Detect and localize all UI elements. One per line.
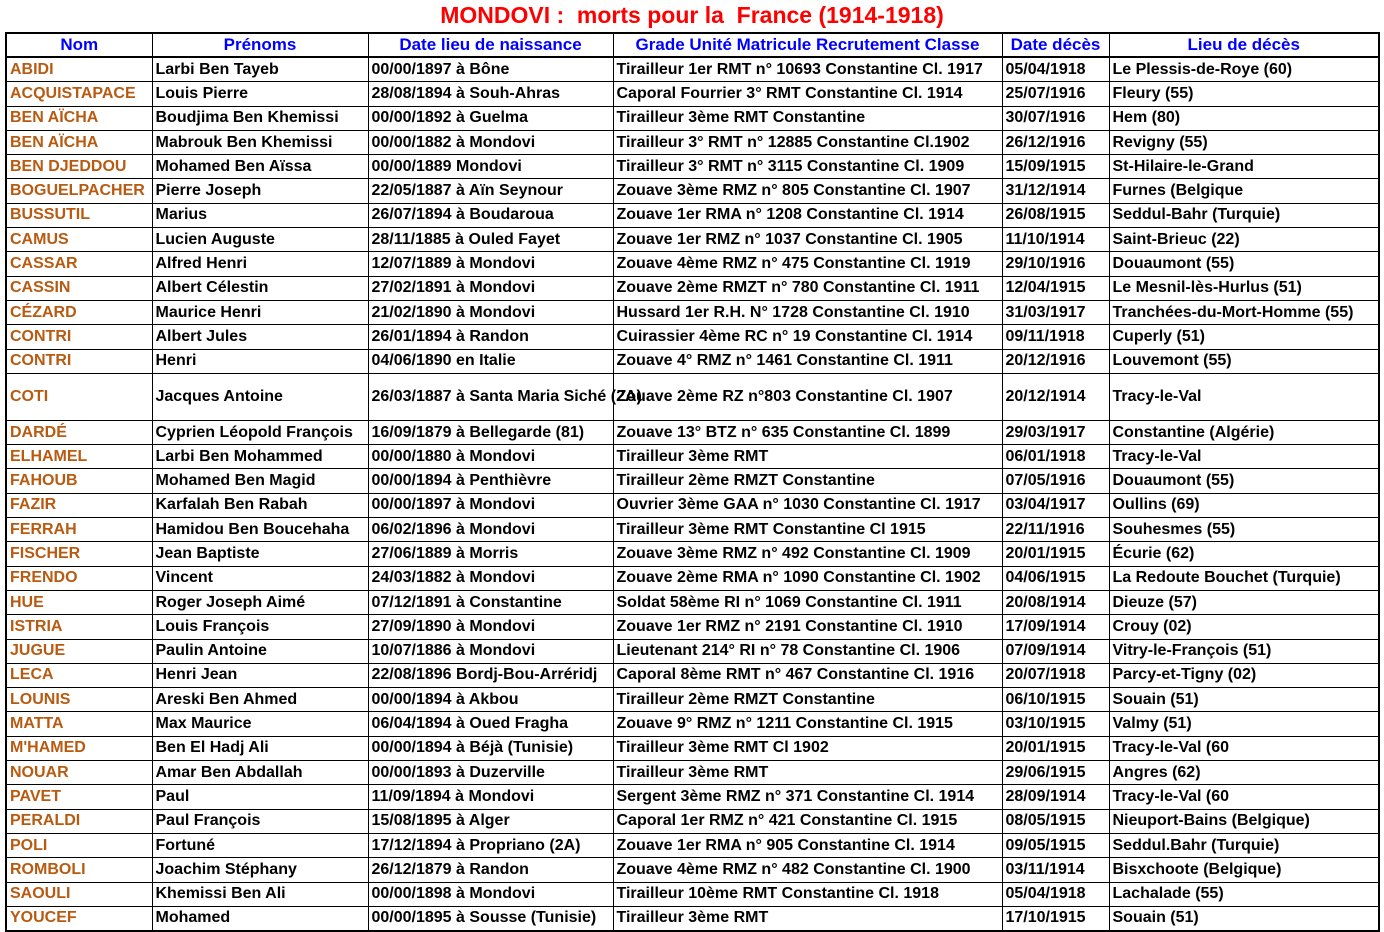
cell-nom: FAHOUB [6, 469, 152, 493]
cell-lieu-deces: Cuperly (51) [1109, 325, 1379, 349]
cell-prenoms: Henri Jean [152, 663, 368, 687]
cell-naissance: 28/08/1894 à Souh-Ahras [368, 82, 613, 106]
cell-nom: ACQUISTAPACE [6, 82, 152, 106]
cell-lieu-deces: Tracy-le-Val [1109, 445, 1379, 469]
cell-date-deces: 05/04/1918 [1002, 882, 1109, 906]
cell-grade: Tirailleur 3ème RMT Constantine [613, 106, 1002, 130]
table-row [6, 590, 1379, 614]
cell-grade: Tirailleur 1er RMT n° 10693 Constantine Cl. 1917 [613, 57, 1002, 82]
cell-lieu-deces: Le Mesnil-lès-Hurlus (51) [1109, 276, 1379, 300]
cell-nom: CAMUS [6, 228, 152, 252]
cell-prenoms: Ben El Hadj Ali [152, 736, 368, 760]
table-row [6, 736, 1379, 760]
cell-naissance: 27/02/1891 à Mondovi [368, 276, 613, 300]
cell-prenoms: Alfred Henri [152, 252, 368, 276]
cell-prenoms: Louis Pierre [152, 82, 368, 106]
cell-date-deces: 28/09/1914 [1002, 785, 1109, 809]
cell-nom: MATTA [6, 712, 152, 736]
cell-date-deces: 15/09/1915 [1002, 155, 1109, 179]
cell-lieu-deces: Parcy-et-Tigny (02) [1109, 663, 1379, 687]
cell-date-deces: 07/05/1916 [1002, 469, 1109, 493]
cell-prenoms: Louis François [152, 615, 368, 639]
cell-naissance: 00/00/1892 à Guelma [368, 106, 613, 130]
cell-lieu-deces: Tracy-le-Val [1109, 373, 1379, 420]
cell-nom: ABIDI [6, 57, 152, 82]
cell-prenoms: Amar Ben Abdallah [152, 761, 368, 785]
cell-date-deces: 17/10/1915 [1002, 906, 1109, 931]
cell-grade: Lieutenant 214° RI n° 78 Constantine Cl. 1906 [613, 639, 1002, 663]
table-row [6, 228, 1379, 252]
cell-date-deces: 09/05/1915 [1002, 833, 1109, 857]
cell-prenoms: Paulin Antoine [152, 639, 368, 663]
cell-lieu-deces: Tranchées-du-Mort-Homme (55) [1109, 300, 1379, 324]
cell-grade: Tirailleur 3ème RMT [613, 906, 1002, 931]
cell-nom: CONTRI [6, 349, 152, 373]
cell-date-deces: 20/01/1915 [1002, 542, 1109, 566]
cell-naissance: 04/06/1890 en Italie [368, 349, 613, 373]
cell-lieu-deces: Louvemont (55) [1109, 349, 1379, 373]
cell-nom: BEN DJEDDOU [6, 155, 152, 179]
cell-lieu-deces: Valmy (51) [1109, 712, 1379, 736]
cell-prenoms: Max Maurice [152, 712, 368, 736]
cell-lieu-deces: Souain (51) [1109, 906, 1379, 931]
cell-naissance: 00/00/1894 à Penthièvre [368, 469, 613, 493]
table-row [6, 252, 1379, 276]
cell-prenoms: Marius [152, 203, 368, 227]
header-date-deces: Date décès [1002, 33, 1109, 57]
table-row [6, 882, 1379, 906]
cell-date-deces: 08/05/1915 [1002, 809, 1109, 833]
header-naissance: Date lieu de naissance [368, 33, 613, 57]
cell-grade: Zouave 3ème RMZ n° 492 Constantine Cl. 1909 [613, 542, 1002, 566]
cell-grade: Ouvrier 3ème GAA n° 1030 Constantine Cl. 1917 [613, 493, 1002, 517]
cell-date-deces: 17/09/1914 [1002, 615, 1109, 639]
cell-date-deces: 31/12/1914 [1002, 179, 1109, 203]
cell-grade: Tirailleur 3ème RMT Cl 1902 [613, 736, 1002, 760]
cell-prenoms: Mohamed Ben Aïssa [152, 155, 368, 179]
cell-nom: FISCHER [6, 542, 152, 566]
cell-grade: Tirailleur 2ème RMZT Constantine [613, 688, 1002, 712]
cell-nom: LOUNIS [6, 688, 152, 712]
cell-date-deces: 04/06/1915 [1002, 566, 1109, 590]
cell-lieu-deces: Douaumont (55) [1109, 469, 1379, 493]
cell-nom: PAVET [6, 785, 152, 809]
cell-nom: BEN AÏCHA [6, 106, 152, 130]
cell-grade: Zouave 2ème RZ n°803 Constantine Cl. 1907 [613, 373, 1002, 420]
cell-date-deces: 20/12/1916 [1002, 349, 1109, 373]
table-row [6, 155, 1379, 179]
cell-grade: Caporal 1er RMZ n° 421 Constantine Cl. 1915 [613, 809, 1002, 833]
cell-grade: Zouave 2ème RMA n° 1090 Constantine Cl. 1902 [613, 566, 1002, 590]
cell-naissance: 06/02/1896 à Mondovi [368, 518, 613, 542]
table-row [6, 833, 1379, 857]
cell-grade: Zouave 4° RMZ n° 1461 Constantine Cl. 1911 [613, 349, 1002, 373]
cell-prenoms: Paul François [152, 809, 368, 833]
cell-nom: COTI [6, 373, 152, 420]
cell-nom: DARDÉ [6, 420, 152, 444]
cell-nom: HUE [6, 590, 152, 614]
cell-prenoms: Joachim Stéphany [152, 858, 368, 882]
cell-date-deces: 03/11/1914 [1002, 858, 1109, 882]
cell-date-deces: 20/01/1915 [1002, 736, 1109, 760]
cell-naissance: 16/09/1879 à Bellegarde (81) [368, 420, 613, 444]
cell-nom: NOUAR [6, 761, 152, 785]
cell-grade: Zouave 4ème RMZ n° 482 Constantine Cl. 1900 [613, 858, 1002, 882]
cell-lieu-deces: Saint-Brieuc (22) [1109, 228, 1379, 252]
cell-naissance: 12/07/1889 à Mondovi [368, 252, 613, 276]
cell-prenoms: Mohamed Ben Magid [152, 469, 368, 493]
table-row [6, 445, 1379, 469]
table-row [6, 130, 1379, 154]
table-row [6, 761, 1379, 785]
cell-grade: Zouave 4ème RMZ n° 475 Constantine Cl. 1919 [613, 252, 1002, 276]
cell-nom: ROMBOLI [6, 858, 152, 882]
cell-nom: BOGUELPACHER [6, 179, 152, 203]
cell-grade: Cuirassier 4ème RC n° 19 Constantine Cl. 1914 [613, 325, 1002, 349]
cell-nom: PERALDI [6, 809, 152, 833]
cell-lieu-deces: Souhesmes (55) [1109, 518, 1379, 542]
cell-lieu-deces: Seddul-Bahr (Turquie) [1109, 203, 1379, 227]
cell-grade: Tirailleur 2ème RMZT Constantine [613, 469, 1002, 493]
cell-grade: Zouave 1er RMZ n° 1037 Constantine Cl. 1905 [613, 228, 1002, 252]
table-row [6, 276, 1379, 300]
cell-prenoms: Albert Jules [152, 325, 368, 349]
cell-nom: YOUCEF [6, 906, 152, 931]
cell-grade: Tirailleur 10ème RMT Constantine Cl. 1918 [613, 882, 1002, 906]
cell-grade: Tirailleur 3ème RMT [613, 761, 1002, 785]
cell-naissance: 22/08/1896 Bordj-Bou-Arréridj [368, 663, 613, 687]
cell-date-deces: 03/04/1917 [1002, 493, 1109, 517]
cell-prenoms: Larbi Ben Tayeb [152, 57, 368, 82]
cell-lieu-deces: Furnes (Belgique [1109, 179, 1379, 203]
cell-date-deces: 05/04/1918 [1002, 57, 1109, 82]
cell-naissance: 27/09/1890 à Mondovi [368, 615, 613, 639]
cell-nom: ELHAMEL [6, 445, 152, 469]
cell-date-deces: 11/10/1914 [1002, 228, 1109, 252]
cell-grade: Tirailleur 3° RMT n° 3115 Constantine Cl. 1909 [613, 155, 1002, 179]
cell-date-deces: 20/08/1914 [1002, 590, 1109, 614]
cell-lieu-deces: Dieuze (57) [1109, 590, 1379, 614]
cell-prenoms: Mohamed [152, 906, 368, 931]
cell-lieu-deces: Tracy-le-Val (60 [1109, 785, 1379, 809]
table-row [6, 639, 1379, 663]
cell-nom: BUSSUTIL [6, 203, 152, 227]
cell-prenoms: Cyprien Léopold François [152, 420, 368, 444]
cell-date-deces: 29/10/1916 [1002, 252, 1109, 276]
table-row [6, 712, 1379, 736]
cell-lieu-deces: Vitry-le-François (51) [1109, 639, 1379, 663]
cell-lieu-deces: Le Plessis-de-Roye (60) [1109, 57, 1379, 82]
cell-prenoms: Vincent [152, 566, 368, 590]
cell-date-deces: 20/07/1918 [1002, 663, 1109, 687]
table-row [6, 300, 1379, 324]
cell-naissance: 10/07/1886 à Mondovi [368, 639, 613, 663]
cell-lieu-deces: Fleury (55) [1109, 82, 1379, 106]
cell-date-deces: 03/10/1915 [1002, 712, 1109, 736]
cell-grade: Zouave 9° RMZ n° 1211 Constantine Cl. 1915 [613, 712, 1002, 736]
cell-date-deces: 06/01/1918 [1002, 445, 1109, 469]
cell-prenoms: Fortuné [152, 833, 368, 857]
page-title: MONDOVI : morts pour la France (1914-1918) [440, 2, 944, 28]
cell-naissance: 26/03/1887 à Santa Maria Siché (2A) [368, 373, 613, 420]
cell-naissance: 11/09/1894 à Mondovi [368, 785, 613, 809]
table-row [6, 420, 1379, 444]
cell-date-deces: 22/11/1916 [1002, 518, 1109, 542]
cell-date-deces: 29/03/1917 [1002, 420, 1109, 444]
cell-grade: Sergent 3ème RMZ n° 371 Constantine Cl. 1914 [613, 785, 1002, 809]
cell-date-deces: 31/03/1917 [1002, 300, 1109, 324]
cell-lieu-deces: Souain (51) [1109, 688, 1379, 712]
cell-lieu-deces: La Redoute Bouchet (Turquie) [1109, 566, 1379, 590]
table-body [6, 57, 1379, 931]
cell-naissance: 00/00/1897 à Bône [368, 57, 613, 82]
table-row [6, 518, 1379, 542]
table-row [6, 566, 1379, 590]
cell-prenoms: Albert Célestin [152, 276, 368, 300]
cell-naissance: 26/01/1894 à Randon [368, 325, 613, 349]
cell-grade: Zouave 13° BTZ n° 635 Constantine Cl. 1899 [613, 420, 1002, 444]
table-row [6, 325, 1379, 349]
table-row [6, 615, 1379, 639]
cell-nom: BEN AÏCHA [6, 130, 152, 154]
cell-lieu-deces: St-Hilaire-le-Grand [1109, 155, 1379, 179]
cell-lieu-deces: Angres (62) [1109, 761, 1379, 785]
cell-nom: CASSAR [6, 252, 152, 276]
table-row [6, 906, 1379, 931]
cell-prenoms: Mabrouk Ben Khemissi [152, 130, 368, 154]
cell-lieu-deces: Bisxchoote (Belgique) [1109, 858, 1379, 882]
cell-nom: FAZIR [6, 493, 152, 517]
cell-grade: Caporal 8ème RMT n° 467 Constantine Cl. 1916 [613, 663, 1002, 687]
cell-prenoms: Lucien Auguste [152, 228, 368, 252]
cell-naissance: 00/00/1894 à Béjà (Tunisie) [368, 736, 613, 760]
casualty-table [5, 32, 1380, 932]
table-row [6, 469, 1379, 493]
cell-prenoms: Boudjima Ben Khemissi [152, 106, 368, 130]
cell-grade: Zouave 3ème RMZ n° 805 Constantine Cl. 1907 [613, 179, 1002, 203]
cell-nom: FERRAH [6, 518, 152, 542]
cell-naissance: 26/12/1879 à Randon [368, 858, 613, 882]
cell-grade: Tirailleur 3ème RMT [613, 445, 1002, 469]
cell-nom: JUGUE [6, 639, 152, 663]
cell-prenoms: Roger Joseph Aimé [152, 590, 368, 614]
cell-lieu-deces: Seddul.Bahr (Turquie) [1109, 833, 1379, 857]
table-row [6, 542, 1379, 566]
cell-prenoms: Areski Ben Ahmed [152, 688, 368, 712]
cell-naissance: 00/00/1893 à Duzerville [368, 761, 613, 785]
cell-grade: Soldat 58ème RI n° 1069 Constantine Cl. 1911 [613, 590, 1002, 614]
cell-naissance: 06/04/1894 à Oued Fragha [368, 712, 613, 736]
cell-grade: Zouave 2ème RMZT n° 780 Constantine Cl. 1911 [613, 276, 1002, 300]
cell-nom: CÉZARD [6, 300, 152, 324]
table-row [6, 688, 1379, 712]
table-row [6, 809, 1379, 833]
cell-date-deces: 09/11/1918 [1002, 325, 1109, 349]
cell-nom: SAOULI [6, 882, 152, 906]
cell-naissance: 27/06/1889 à Morris [368, 542, 613, 566]
cell-nom: POLI [6, 833, 152, 857]
cell-prenoms: Pierre Joseph [152, 179, 368, 203]
cell-date-deces: 26/08/1915 [1002, 203, 1109, 227]
cell-naissance: 24/03/1882 à Mondovi [368, 566, 613, 590]
cell-lieu-deces: Revigny (55) [1109, 130, 1379, 154]
cell-nom: ISTRIA [6, 615, 152, 639]
cell-lieu-deces: Écurie (62) [1109, 542, 1379, 566]
cell-naissance: 15/08/1895 à Alger [368, 809, 613, 833]
cell-naissance: 00/00/1880 à Mondovi [368, 445, 613, 469]
cell-grade: Zouave 1er RMA n° 905 Constantine Cl. 1914 [613, 833, 1002, 857]
cell-prenoms: Khemissi Ben Ali [152, 882, 368, 906]
cell-naissance: 00/00/1894 à Akbou [368, 688, 613, 712]
cell-prenoms: Maurice Henri [152, 300, 368, 324]
cell-naissance: 22/05/1887 à Aïn Seynour [368, 179, 613, 203]
cell-nom: CASSIN [6, 276, 152, 300]
cell-date-deces: 25/07/1916 [1002, 82, 1109, 106]
table-row [6, 57, 1379, 82]
cell-grade: Hussard 1er R.H. N° 1728 Constantine Cl. 1910 [613, 300, 1002, 324]
cell-prenoms: Jean Baptiste [152, 542, 368, 566]
cell-grade: Zouave 1er RMZ n° 2191 Constantine Cl. 1910 [613, 615, 1002, 639]
cell-naissance: 00/00/1898 à Mondovi [368, 882, 613, 906]
table-row [6, 785, 1379, 809]
cell-lieu-deces: Oullins (69) [1109, 493, 1379, 517]
cell-prenoms: Paul [152, 785, 368, 809]
cell-lieu-deces: Lachalade (55) [1109, 882, 1379, 906]
cell-grade: Caporal Fourrier 3° RMT Constantine Cl. 1914 [613, 82, 1002, 106]
cell-prenoms: Henri [152, 349, 368, 373]
cell-prenoms: Jacques Antoine [152, 373, 368, 420]
cell-grade: Tirailleur 3ème RMT Constantine Cl 1915 [613, 518, 1002, 542]
cell-naissance: 26/07/1894 à Boudaroua [368, 203, 613, 227]
table-row [6, 493, 1379, 517]
table-row [6, 203, 1379, 227]
cell-lieu-deces: Tracy-le-Val (60 [1109, 736, 1379, 760]
cell-date-deces: 30/07/1916 [1002, 106, 1109, 130]
table-row [6, 373, 1379, 420]
cell-nom: FRENDO [6, 566, 152, 590]
cell-grade: Tirailleur 3° RMT n° 12885 Constantine Cl.1902 [613, 130, 1002, 154]
cell-lieu-deces: Hem (80) [1109, 106, 1379, 130]
table-header-row [6, 33, 1379, 57]
cell-lieu-deces: Nieuport-Bains (Belgique) [1109, 809, 1379, 833]
header-nom: Nom [6, 33, 152, 57]
cell-prenoms: Karfalah Ben Rabah [152, 493, 368, 517]
cell-date-deces: 07/09/1914 [1002, 639, 1109, 663]
cell-naissance: 28/11/1885 à Ouled Fayet [368, 228, 613, 252]
header-grade: Grade Unité Matricule Recrutement Classe [613, 33, 1002, 57]
table-row [6, 106, 1379, 130]
table-row [6, 179, 1379, 203]
header-lieu-deces: Lieu de décès [1109, 33, 1379, 57]
cell-lieu-deces: Crouy (02) [1109, 615, 1379, 639]
table-row [6, 858, 1379, 882]
cell-lieu-deces: Constantine (Algérie) [1109, 420, 1379, 444]
cell-naissance: 07/12/1891 à Constantine [368, 590, 613, 614]
cell-naissance: 00/00/1882 à Mondovi [368, 130, 613, 154]
cell-naissance: 00/00/1895 à Sousse (Tunisie) [368, 906, 613, 931]
cell-naissance: 00/00/1897 à Mondovi [368, 493, 613, 517]
cell-grade: Zouave 1er RMA n° 1208 Constantine Cl. 1914 [613, 203, 1002, 227]
cell-naissance: 21/02/1890 à Mondovi [368, 300, 613, 324]
cell-prenoms: Hamidou Ben Boucehaha [152, 518, 368, 542]
cell-nom: CONTRI [6, 325, 152, 349]
table-row [6, 663, 1379, 687]
cell-date-deces: 26/12/1916 [1002, 130, 1109, 154]
cell-date-deces: 29/06/1915 [1002, 761, 1109, 785]
table-row [6, 349, 1379, 373]
cell-lieu-deces: Douaumont (55) [1109, 252, 1379, 276]
cell-prenoms: Larbi Ben Mohammed [152, 445, 368, 469]
header-prenoms: Prénoms [152, 33, 368, 57]
table-row [6, 82, 1379, 106]
cell-date-deces: 06/10/1915 [1002, 688, 1109, 712]
cell-date-deces: 12/04/1915 [1002, 276, 1109, 300]
cell-naissance: 00/00/1889 Mondovi [368, 155, 613, 179]
cell-date-deces: 20/12/1914 [1002, 373, 1109, 420]
cell-nom: M'HAMED [6, 736, 152, 760]
cell-nom: LECA [6, 663, 152, 687]
cell-naissance: 17/12/1894 à Propriano (2A) [368, 833, 613, 857]
